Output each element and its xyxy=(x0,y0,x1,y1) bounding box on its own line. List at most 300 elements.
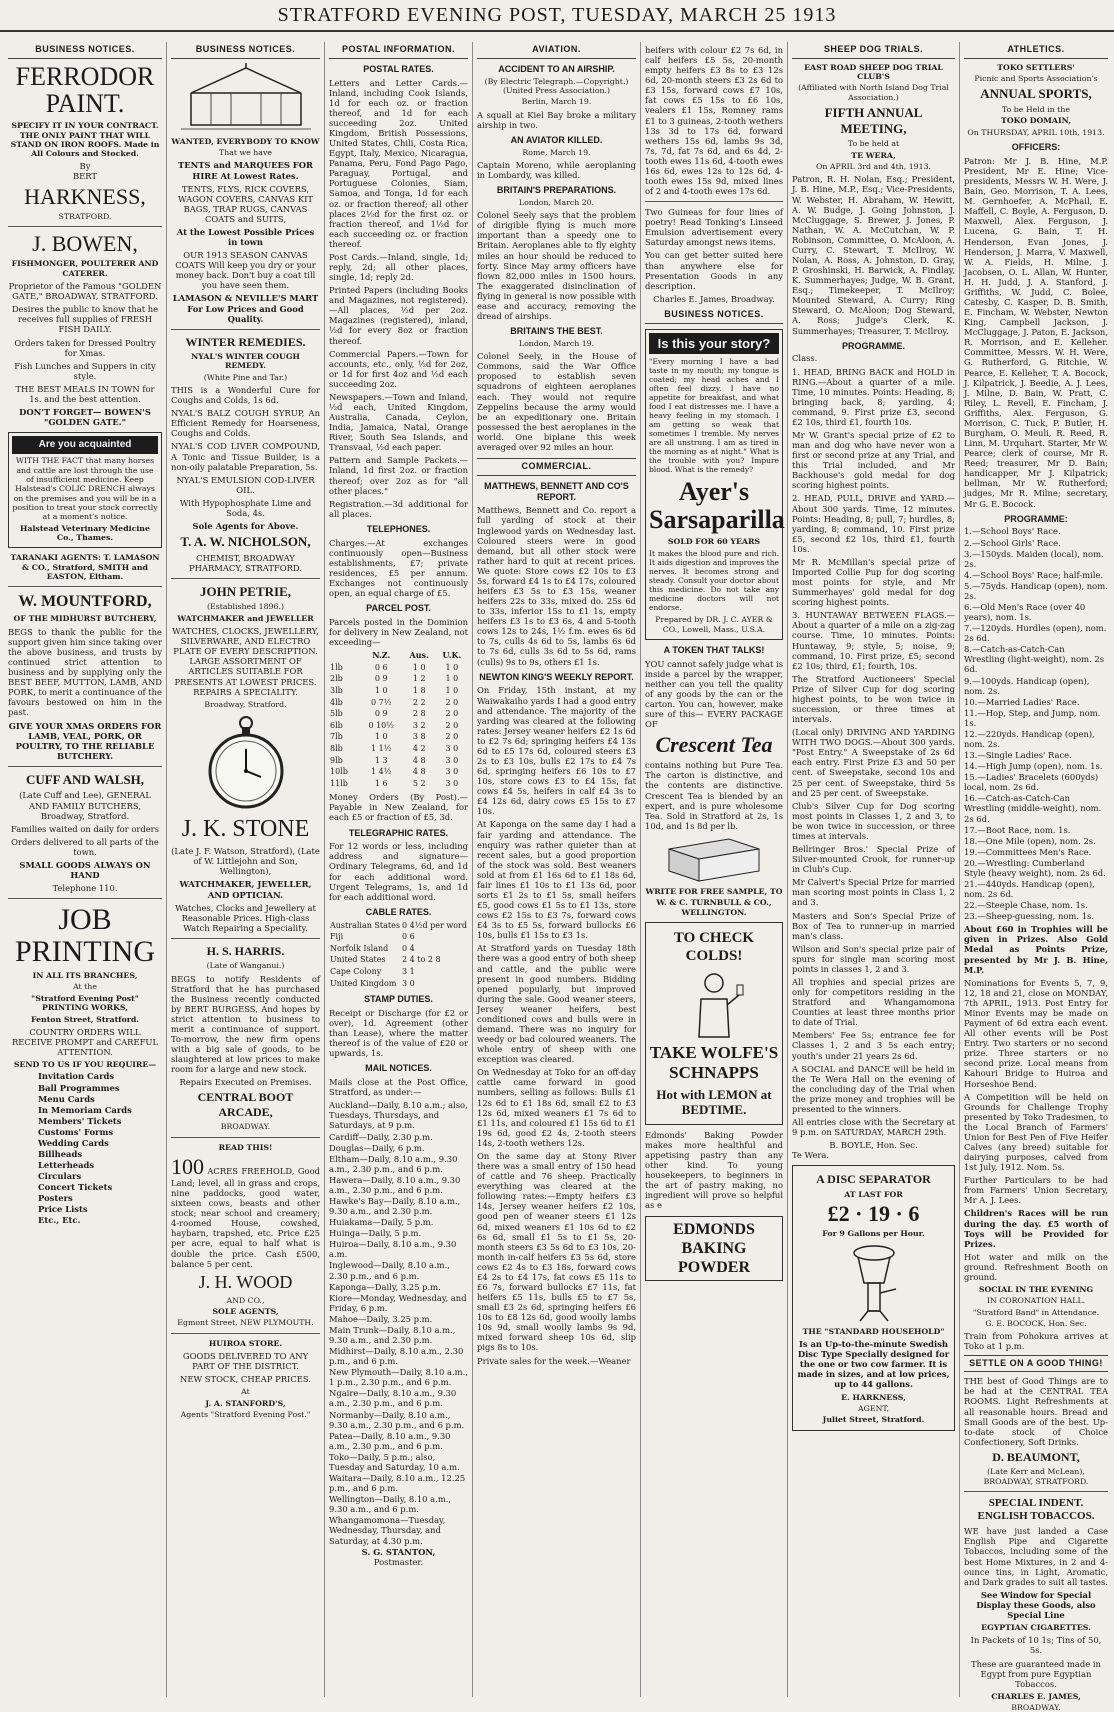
turnbull-name: W. & C. TURNBULL & CO., WELLINGTON. xyxy=(656,898,772,917)
table-row xyxy=(329,966,468,978)
table-cell: 3 0 xyxy=(445,743,459,753)
tents-title: TENTS and MARQUEES FOR HIRE At Lowest Rates. xyxy=(177,160,313,181)
date-text: On APRIL 3rd and 4th, 1913. xyxy=(815,162,932,172)
divider xyxy=(8,586,162,587)
edmonds-text: Edmonds' Baking Powder makes more healthful and appetising pastry than any other kind. To young housekeepers, to beginners in the art of pastry making, no ingredient will prove so helpful as e xyxy=(645,1129,783,1211)
tent-illustration xyxy=(181,63,311,133)
window-text: See Window for Special Display these Goods, also Special Line xyxy=(976,1589,1096,1620)
column-header: SHEEP DOG TRIALS. xyxy=(792,42,955,59)
table-cell: 3 1 xyxy=(401,966,415,976)
masters-text: Masters and Son's Special Prize of Box of Tea to runner-up in married man's class. xyxy=(792,910,955,941)
mail-item: Auckland—Daily, 8.10 a.m.; also, Tuesdays, Thursdays, and Saturdays, at 9 p.m. xyxy=(329,1100,468,1131)
post-cards-text: Post Cards.—Inland, single, 1d; reply, 2d; all other places, single, 1d; reply 2d. xyxy=(329,251,468,283)
story-text: "Every morning I have a bad taste in my mouth; my tongue is coated; my head aches and I often feel dizzy. I have no appetite for breakfast, and what food I eat distresses me. I have a heavy feeling in my stomach. I am getting so weak that sometimes I tremble. My nerves are all unstrung. I am as tired in the morning as at night." What is the trouble with you? Impure blood. What is the remedy? xyxy=(649,357,779,475)
table-cell: 3 0 xyxy=(401,978,415,988)
stanford-name: J. A. STANFORD'S, xyxy=(205,1398,286,1408)
silver-cup-text: Club's Silver Cup for Dog scoring most points in Classes 1, 2 and 3, to be won twice in succession, or three times at intervals. xyxy=(792,800,955,841)
table-cell: 5lb xyxy=(330,709,343,719)
bert-label: BERT xyxy=(72,170,97,181)
mcmillan-text: Mr R. McMillan's special prize of Imported Collie Pup for dog scoring most points for style, and Mr Summerhayes' gold medal for dog scoring highest points. xyxy=(792,556,955,608)
settle-title: SETTLE ON A GOOD THING! xyxy=(964,1355,1108,1373)
column-header: ATHLETICS. xyxy=(964,42,1108,59)
entries-text: All entries close with the Secretary at 9 p.m. on SATURDAY, MARCH 29th. xyxy=(792,1116,955,1138)
parcel-col-header: Aus. xyxy=(409,650,429,661)
accident-title: ACCIDENT TO AN AIRSHIP. xyxy=(498,63,615,74)
acres-number: 100 xyxy=(171,1153,204,1179)
gold-medal-text: About £60 in Trophies will be given in Prizes. Also Gold Medal as Points Prize, presented by Mr J. B. Hine, M.P. xyxy=(964,924,1108,975)
tents-list: TENTS, FLYS, RICK COVERS, WAGON COVERS, CANVAS KIT BAGS, TRAP RUGS, CANVAS COATS and SUITS, xyxy=(177,183,313,224)
table-cell: 4lb xyxy=(330,697,343,707)
write-sample: WRITE FOR FREE SAMPLE, TO xyxy=(645,886,783,896)
divider xyxy=(8,766,162,767)
train-text: Train from Pohokura arrives at Toko at 1 p.m. xyxy=(964,1331,1108,1352)
cuff-name: CUFF AND WALSH, xyxy=(25,771,145,787)
acres-text: ACRES FREEHOLD, Good Land; level, all in grass and crops, nine paddocks, good water, sixteen cows, beasts and other stock; near school and creamery; 4-roomed House, cowshed, haybarn, trapshed, etc. Price £25 per acre, equal to half what is double the price. Cash £500, balance 5 per cent. xyxy=(171,1165,320,1269)
acquainted-foot: Halstead Veterinary Medicine Co., Thames. xyxy=(20,523,150,542)
disc-title: A DISC SEPARATOR xyxy=(816,1172,931,1187)
last-label: AT LAST FOR xyxy=(844,1189,903,1199)
table-row xyxy=(329,943,468,955)
column-header: AVIATION. xyxy=(477,42,636,59)
held-label: To be held at xyxy=(847,139,900,149)
column-postal-information xyxy=(324,42,472,1697)
driving-text: (Local only) DRIVING AND YARDING WITH TWO DOGS.—About 300 yards. "Post Entry." A Sweepstake of 2s 6d each entry. First Prize £3 and 50 per cent. of Sweepstake, second 10s and 25 per cent. of Sweepstake, third 5s and 25 per cent. of Sweepstake. xyxy=(792,727,955,798)
hot-lemon: Hot with LEMON at BEDTIME. xyxy=(656,1086,772,1118)
grant-prize-text: Mr W. Grant's special prize of £2 to man and dog who have never won a first or second prize at any Trial, and this Trial included, and Mr Backhouse's gold medal for dog scoring highest points. xyxy=(792,429,955,491)
nyal-title: NYAL'S WINTER COUGH REMEDY. xyxy=(191,352,300,371)
job-items-list xyxy=(8,1071,162,1225)
table-cell: Cape Colony xyxy=(330,966,382,976)
nyal-balz: NYAL'S BALZ COUGH SYRUP, An Efficient Remedy for Hoarseness, Coughs and Colds. xyxy=(171,408,320,439)
crescent-tea: Crescent Tea xyxy=(655,732,773,758)
story-title: Is this your story? xyxy=(649,333,779,355)
divider xyxy=(8,898,162,899)
table-cell: 0 6 xyxy=(401,932,415,942)
mail-item: Kiore—Monday, Wednesday, and Friday, 6 p.m. xyxy=(329,1292,467,1313)
event-item: 17.—Boot Race, nom. 1s. xyxy=(964,824,1071,835)
annual-sports: ANNUAL SPORTS, xyxy=(980,86,1092,102)
stone-text: Watches, Clocks and Jewellery at Reasonable Prices. High-class Watch Repairing a Speciality. xyxy=(175,902,316,933)
token-title: A TOKEN THAT TALKS! xyxy=(663,644,765,655)
harkness-name: HARKNESS, xyxy=(24,183,146,209)
event-item: 13.—Single Ladies' Race. xyxy=(964,750,1072,761)
cuff-families: Families waited on daily for orders xyxy=(11,823,159,834)
guaranteed-text: These are guaranteed made in Egypt from pure Egyptian Tobaccos. xyxy=(971,1658,1101,1689)
date-text: On THURSDAY, APRIL 10th, 1913. xyxy=(967,127,1105,137)
job-street: Fenton Street, Stratford. xyxy=(30,1014,140,1024)
stamp-text: Receipt or Discharge (for £2 or over), 1d. Agreement (other than Lease), where the matter thereof is of the value of £20 or upwards, 1s. xyxy=(329,1007,468,1059)
nyal-text: THIS is a Wonderful Cure for Coughs and Colds, 1s 6d. xyxy=(171,385,320,406)
divider xyxy=(964,1491,1108,1492)
bowen-name: J. BOWEN, xyxy=(32,231,138,257)
table-cell: 0 9 xyxy=(374,709,388,719)
event-item: 12.—220yds. Handicap (open), nom. 2s. xyxy=(964,728,1095,749)
money-orders-text: Money Orders (By Post).—Payable in New Zealand, for each £5 or fraction of £5, 3d. xyxy=(329,792,468,823)
toko-sub: Picnic and Sports Association's xyxy=(974,74,1098,84)
mail-item: Cardiff—Daily, 2.30 p.m. xyxy=(329,1131,433,1142)
tents-season: OUR 1913 SEASON CANVAS COATS Will keep you dry or your money back. Don't buy a coat till you have seen them. xyxy=(175,250,316,291)
event-item: 11.—Hop, Step, and Jump, nom. 1s. xyxy=(964,707,1101,728)
mail-item: Mahoe—Daily, 3.25 p.m. xyxy=(329,1313,433,1324)
particulars-text: Further Particulars to be had from Farmers' Union Secretary, Mr A. J. Lees. xyxy=(964,1175,1108,1206)
parcel-text: Parcels posted in the Dominion for delivery in New Zealand, not exceeding— xyxy=(329,616,468,648)
events-list xyxy=(964,526,1108,921)
huiroa-title: HUIROA STORE. xyxy=(208,1338,283,1348)
competition-text: A Competition will be held on Grounds for Challenge Trophy presented by Toko Tradesmen, to the Local Branch of Farmers' Union for Best Pen of Five Heifer Calves (any breed) suitable for dairying purposes, calved from 1st July, 1912. Nom. 5s. xyxy=(964,1091,1108,1173)
table-row xyxy=(329,954,468,966)
ayers-title: Ayer's Sarsaparilla xyxy=(649,477,785,534)
table-cell: 2 0 xyxy=(445,697,459,707)
take-schnapps: TAKE WOLFE'S SCHNAPPS xyxy=(649,1042,779,1083)
james-addr: BROADWAY. xyxy=(1011,1703,1061,1712)
table-cell: 1 8 xyxy=(412,685,426,695)
telephones-title: TELEPHONES. xyxy=(366,523,431,534)
separator-ad xyxy=(792,1165,955,1430)
job-country: COUNTRY ORDERS WILL RECEIVE PROMPT and CAREFUL ATTENTION. xyxy=(11,1026,159,1057)
table-cell: 3 2 xyxy=(412,720,426,730)
hon-sec: G. E. BOCOCK, Hon. Sec. xyxy=(985,1319,1087,1329)
mail-item: Douglas—Daily, 6 p.m. xyxy=(329,1142,425,1153)
nominations-text: Nominations for Events 5, 7, 9, 12, 18 and 21, close on MONDAY, 7th APRIL, 1913. Post Entry for Minor Events may be made on Payment of 6d extra each event. All other events will be Post Entry. Two starters or no second prize. Three starters or no second prize. Local means from Kahouri Bridge to Huiroa and Horseshoe Bend. xyxy=(964,977,1108,1089)
bowen-more: Desires the public to know that he receives full supplies of FRESH FISH DAILY. xyxy=(11,304,159,335)
hall-text: IN CORONATION HALL. xyxy=(986,1296,1086,1306)
event-item: 22.—Steeple Chase, nom. 1s. xyxy=(964,900,1088,911)
accident-source: (By Electric Telegraph.—Copyright.) (United Press Association.) xyxy=(484,76,629,95)
beaumont-name: D. BEAUMONT, xyxy=(992,1449,1080,1464)
accident-place: Berlin, March 19. xyxy=(521,97,592,107)
lamason-mart: LAMASON & NEVILLE'S MART For Low Prices and Good Quality. xyxy=(172,293,319,324)
killed-title: AN AVIATOR KILLED. xyxy=(510,134,603,145)
table-cell: 0 4½d per word xyxy=(401,920,467,930)
cont-text: heifers with colour £2 7s 6d, in calf heifers £5 5s, 20-month empty heifers £3 8s to £3 12s 6d, 20-month steers £3 2s 6d to £3 15s, forward cows £7 10s, fat cows £5 15s to £6 10s, vealers £1 15s, Romney rams £1 to 3 guineas, 2-tooth wethers 13s 3d to 17s 6d, forward wethers 15s 6d, lambs 9s 3d, 7s, 7d, fat 7s 6d, and 6s 4d, 2-tooth ewes 11s 6d, 4-tooth ewes 16s 6d, ewes 12s to 12s 6d, 4-tooth ewes 15s 9d, mixed lines of 2 and 4-tooth ewes 17s 6d. xyxy=(645,45,783,197)
table-cell: 1 0 xyxy=(445,662,459,672)
table-cell: 0 6 xyxy=(374,662,388,672)
winter-title: WINTER REMEDIES. xyxy=(185,334,306,349)
table-row xyxy=(329,755,468,767)
job-item: Circulars xyxy=(38,1171,82,1182)
arcade-addr: BROADWAY. xyxy=(220,1122,271,1132)
social-text: A SOCIAL and DANCE will be held in the Te Wera Hall on the evening of the concluding day of the Trial when the prize money and trophies will be presented to the winners. xyxy=(792,1063,955,1114)
egyptian-title: EGYPTIAN CIGARETTES. xyxy=(981,1623,1091,1633)
newton-private: Private sales for the week.—Weaner xyxy=(477,1355,631,1366)
officers-text: Patron, R. H. Nolan, Esq.; President, J. B. Hine, M.P., Esq.; Vice-Presidents, W. Webster, H. Abraham, W. Hewitt, A. W. Budge, J. Going Johnston, J. McCluggage, S. Brewer, J. Jones, P. Nathan, W. A. McCutchan, W. P. Robinson, Committee, O. McAloon, A. Curry, C. Stewart, T. McIlroy, W. Nolan, A. Ross, A. Johnston, D. Gray, P. Groshinski, H. Barwick, A. Findlay, K. Summerhayes; Judge, W. B. Grant, Esq.; Timekeeper, T. McIlroy; Mounted Steward, A. Curry; Ring Steward, O. McAloon; Dog Steward, A. Ross; Judge's Clerk, K. Summerhayes; Treasurer, T. McIlroy. xyxy=(792,174,955,336)
table-row xyxy=(329,731,468,743)
event-item: 4.—School Boys' Race; half-mile. xyxy=(964,569,1104,580)
column-header: POSTAL INFORMATION. xyxy=(329,42,468,59)
class-label: Class. xyxy=(792,353,818,364)
head-pull-text: 2. HEAD, PULL, DRIVE and YARD.—About 300 yards. Time, 12 minutes. Points: Heading, 8; pull, 7; hurdles, 8; yarding, 8; command, 10. First prize £5, second £2 10s, third £1, fourth 10s. xyxy=(792,493,955,554)
agent-label: AGENT, xyxy=(858,1403,889,1413)
table-cell: 4 8 xyxy=(412,755,426,765)
divider xyxy=(171,938,320,939)
table-cell: 1 0 xyxy=(412,662,426,672)
table-cell: Norfolk Island xyxy=(330,943,389,953)
table-cell: United Kingdom xyxy=(330,978,397,988)
table-row xyxy=(329,697,468,709)
job-item: Ball Programmes xyxy=(38,1082,120,1093)
table-cell: 0 10½ xyxy=(368,720,395,730)
acquainted-text: WITH THE FACT that many horses and cattle are lost through the use of insufficient medicine. Keep Halstead's COLIC DRENCH always on the premises and you will be in a position to treat your stock correctly at a moment's notice. xyxy=(12,456,158,522)
parcel-title: PARCEL POST. xyxy=(366,603,431,614)
stamp-title: STAMP DUTIES. xyxy=(364,994,433,1005)
wolfes-ad xyxy=(645,922,783,1125)
all-trophies-text: All trophies and special prizes are only for competitors residing in the Stratford and Whangamomona Counties at least three months prior to date of Trial. xyxy=(792,976,955,1028)
letters-text: Letters and Letter Cards.—Inland, including Cook Islands, 1d for each oz. or fraction thereof, and 1d for each succeeding 2oz. United Kingdom, British Possessions, United States, Chili, Costa Rica, Egypt, Italy, Mexico, Nicaragua, Panama, Peru, Fond Pago Pago, Paraguay, Portugal, and Portuguese Colonies, Siam, Samoa, and Tonga, 1d for each oz. or fraction thereof; all other places 2½d for the first oz. or fraction thereof, and 1½d for each succeeding oz. or fraction thereof. xyxy=(329,77,468,249)
column-header: BUSINESS NOTICES. xyxy=(171,42,320,59)
table-cell: 4 8 xyxy=(412,767,426,777)
newton-text-2: At Kaponga on the same day I had a fair yarding and attendance. The enquiry was rather quieter than at recent sales, but a good proportion of the stock was sold. Best weaners sold at from £1 16s 6d to £1 18s 6d, fair lines £1 10s to £1 13s 6d, poor sorts £1 2s to £1 5s, small heifers £5, good cows £1 5s to £1 13s, store cows £2 15s to £3 7s, forward cows £4 3s to £5 5s, forward bullocks £6 10s, bulls £1 15s to £3 1s. xyxy=(477,819,636,941)
masthead: STRATFORD EVENING POST, TUESDAY, MARCH 25 1913 xyxy=(0,0,1114,32)
meeting-title: FIFTH ANNUAL MEETING, xyxy=(824,105,923,136)
sole-agents: Sole Agents for Above. xyxy=(192,521,299,532)
table-cell: 2 0 xyxy=(445,709,459,719)
event-item: 21.—440yds. Handicap (open), nom. 2s 6d. xyxy=(964,879,1095,900)
column-business-notices-1 xyxy=(4,42,166,1697)
job-item: In Memoriam Cards xyxy=(38,1104,132,1115)
job-item: Wedding Cards xyxy=(38,1137,109,1148)
mountford-xmas: GIVE YOUR XMAS ORDERS FOR LAMB, VEAL, PORK, OR POULTRY, TO THE RELIABLE BUTCHERY. xyxy=(8,720,162,761)
settle-text: THE best of Good Things are to be had at the CENTRAL TEA ROOMS. Light Refreshments at all reasonable hours. Bread and Small Goods are of the best. Up-to-date stock of Choice Confectionery, Soft Drinks. xyxy=(964,1376,1108,1447)
ayers-maker: Prepared by DR. J. C. AYER & CO., Lowell, Mass., U.S.A. xyxy=(655,615,773,634)
job-item: Menu Cards xyxy=(38,1093,95,1104)
table-cell: 3 0 xyxy=(445,767,459,777)
divider xyxy=(171,578,320,579)
table-cell: 1 0 xyxy=(445,685,459,695)
cuff-goods: SMALL GOODS ALWAYS ON HAND xyxy=(19,859,151,880)
killed-text: Captain Moreno, while aeroplaning in Lombardy, was killed. xyxy=(477,159,636,180)
table-cell: 1 6 xyxy=(374,778,388,788)
table-cell: 3 0 xyxy=(445,755,459,765)
job-item: Billheads xyxy=(38,1148,83,1159)
edmonds-brand: EDMONDS BAKING POWDER xyxy=(645,1216,783,1282)
printed-text: Printed Papers (including Books and Magazines, not registered).—All places, ½d per 2oz. Magazines (registered), inland, ½d for every 8oz or fraction thereof. xyxy=(329,285,468,346)
best-place: London, March 19. xyxy=(518,338,595,348)
table-row xyxy=(329,978,468,990)
job-branches: IN ALL ITS BRANCHES, xyxy=(32,971,138,981)
table-row xyxy=(329,662,468,674)
job-office: "Stratford Evening Post" PRINTING WORKS, xyxy=(31,993,139,1013)
nicholson-name: T. A. W. NICHOLSON, xyxy=(180,534,311,550)
mail-item: Ngaire—Daily, 8.10 a.m., 9.30 a.m., 2.30 p.m., and 6 p.m. xyxy=(329,1388,457,1409)
special-text: WE have just landed a Case English Pipe and Cigarette Tobaccos, including some of the best Home Mixtures, in 2 and 4-ounce tins, in Light, Aromatic, and Dark grades to suit all tastes. xyxy=(964,1526,1108,1587)
cuff-sub: (Late Cuff and Lee), GENERAL AND FAMILY BUTCHERS, Broadway, Stratford. xyxy=(19,790,151,821)
column-aviation-commercial xyxy=(472,42,640,1697)
mail-item: Huiroa—Daily, 8.10 a.m., 9.30 a.m. xyxy=(329,1239,457,1260)
wood-agents: SOLE AGENTS, xyxy=(212,1306,279,1316)
place-name: TE WERA, xyxy=(851,150,896,160)
social-title: SOCIAL IN THE EVENING xyxy=(978,1284,1094,1294)
job-item: Posters xyxy=(38,1193,73,1204)
best-title: BRITAIN'S THE BEST. xyxy=(510,326,603,337)
job-send: SEND TO US IF YOU REQUIRE— xyxy=(13,1060,157,1070)
wood-co: AND CO., xyxy=(226,1295,265,1305)
table-cell: 1 0 xyxy=(374,685,388,695)
toko-title: TOKO SETTLERS' xyxy=(997,62,1075,72)
parcel-col-header: U.K. xyxy=(442,650,462,661)
table-cell: 1 0 xyxy=(374,732,388,742)
club-aff: (Affiliated with North Island Dog Trial Association.) xyxy=(798,83,949,102)
programme-title: PROGRAMME: xyxy=(1004,513,1068,524)
table-row xyxy=(329,743,468,755)
britain-text: Colonel Seely says that the problem of dirigible flying is much more important than a speedy one to Britain. Aeroplanes able to fly eighty miles an hour should be reduced to forty. Since May army officers have flown 82,000 miles in 1500 hours. The exaggerated disinclination of flying in general is now possible with ease and accuracy, removing the dread of airships. xyxy=(477,210,636,321)
newton-text: On Friday, 15th instant, at my Waiwakaiho yards I had a good entry and attendance. The majority of the yarding was cleared at the following rates: Jersey weaner heifers £2 1s 6d to £2 7s 6d; springing heifers £4 13s 6d to £5 17s 6d, coloured steers £3 2s to £3 10s, bulls £2 17s to £4 7s 6d, springing heifers £6 10s to £7 10s, store cows £3 to £4 15s, fat cows £4 5s, heifers in calf £4 3s to £4 12s 6d, dairy cows £5 15s to £7 10s. xyxy=(477,685,636,817)
harris-late: (Late of Wanganui.) xyxy=(206,961,285,971)
table-cell: 2lb xyxy=(330,674,343,684)
stanford-agent: Agents "Stratford Evening Post." xyxy=(180,1409,311,1419)
special-indent-title: SPECIAL INDENT. ENGLISH TOBACCOS. xyxy=(977,1496,1095,1523)
telegraphic-title: TELEGRAPHIC RATES. xyxy=(348,827,449,838)
parcel-rates-table xyxy=(329,650,468,789)
postmaster-signature: S. G. STANTON, xyxy=(361,1546,436,1557)
mail-item: Hawera—Daily, 8.10 a.m., 9.30 a.m., 2.30 p.m., and 6 p.m. xyxy=(329,1174,461,1195)
officers-title: OFFICERS: xyxy=(1011,142,1061,153)
guineas-text: Two Guineas for four lines of poetry! Read Tonking's Linseed Emulsion advertisement every Saturday amongst news items. xyxy=(645,207,783,248)
bowen-orders: Orders taken for Dressed Poultry for Xmas. xyxy=(14,337,156,358)
table-cell: 1lb xyxy=(330,662,343,672)
table-cell: 9lb xyxy=(330,755,343,765)
mail-item: Inglewood—Daily, 8.10 a.m., 2.30 p.m., and 6 p.m. xyxy=(329,1260,450,1281)
calvert-text: Mr Calvert's Special Prize for married man scoring most points in Class 1, 2 and 3. xyxy=(792,877,955,908)
ferrodor-title: FERRODOR PAINT. xyxy=(15,61,155,119)
event-item: 19.—Committees Men's Race. xyxy=(964,846,1092,857)
petrie-name: JOHN PETRIE, xyxy=(199,583,291,599)
tents-price: At the Lowest Possible Prices in town xyxy=(176,226,315,248)
mail-item: Hawke's Bay—Daily, 8.10 a.m., 9.30 a.m., and 2.30 p.m. xyxy=(329,1196,461,1217)
commercial-text: Commercial Papers.—Town for accounts, etc., only, ½d for 2oz, or 1d for first 4oz and ½d each succeeding 2oz. xyxy=(329,348,468,389)
mail-title: MAIL NOTICES. xyxy=(365,1063,432,1074)
table-cell: 2 8 xyxy=(412,709,426,719)
job-item: Concert Tickets xyxy=(38,1182,113,1193)
mail-list xyxy=(329,1100,468,1545)
nyal-emulsion: NYAL'S EMULSION COD-LIVER OIL. xyxy=(176,474,315,495)
event-item: 1.—School Boys' Race. xyxy=(964,526,1061,537)
mail-item: Kaponga—Daily, 3.25 p.m. xyxy=(329,1281,441,1292)
table-cell: Australian States xyxy=(330,920,400,930)
man-with-glass-icon xyxy=(679,969,749,1039)
mail-item: Whangamomona—Tuesday, Wednesday, Thursday, and Saturday, at 4.30 p.m. xyxy=(329,1515,446,1546)
job-item: Price Lists xyxy=(38,1204,88,1215)
divider xyxy=(645,201,783,202)
table-row xyxy=(329,720,468,732)
event-item: 15.—Ladies' Bracelets (600yds) local, nom. 2s 6d. xyxy=(964,772,1099,793)
table-cell: 2 4 to 2 8 xyxy=(401,955,441,965)
mail-text: Mails close at the Post Office, Stratford, as under:— xyxy=(329,1077,468,1098)
table-cell: United States xyxy=(330,955,386,965)
ayers-sold: SOLD FOR 60 YEARS xyxy=(667,536,761,546)
newton-title: NEWTON KING'S WEEKLY REPORT. xyxy=(479,671,634,682)
standard-title: THE "STANDARD HOUSEHOLD" xyxy=(802,1326,945,1336)
column-sheep-dog-trials xyxy=(787,42,959,1697)
gallons-text: For 9 Gallons per Hour. xyxy=(822,1229,925,1239)
harkness-town: STRATFORD. xyxy=(58,212,112,222)
postal-rates-title: POSTAL RATES. xyxy=(363,63,434,74)
divider xyxy=(171,1137,320,1138)
table-row xyxy=(329,931,468,943)
auctioneers-text: The Stratford Auctioneers' Special Prize of Silver Cup for dog scoring highest points, to be won twice in succession, or three times at intervals. xyxy=(792,673,955,725)
table-row xyxy=(329,920,468,932)
nyal-sub: (White Pine and Tar.) xyxy=(203,372,288,382)
newton-text-5: On the same day at Stony River there was a small entry of 150 head of cattle and 76 sheep. Practically everything was cleared at the following rates:—Empty heifers £3 14s, Jersey weaner heifers £2 10s, good pen of weaner steers £1 12s 6d, mixed weaners £1 10s 6d to £2 6s 6d, small £1 5s to £1 5s, 20-month steers £3 5s 6d to £3 10s, 20-month in-calf heifers £3 5s 6d, store cows £2 4s to £3 18s, forward cows £4 2s to £4 17s, fat cows £5 11s to £6 7s, forward bullocks £7 11s, fat heifers £5 11s, bulls £5 to £7 5s, small £3 2s 6d, springing heifers £6 10s to £8 12s 6d, good woolly lambs 10s 9d, small woolly lambs 9s 9d, mixed forward sheep 10s 6d, slip pigs 8s to 10s. xyxy=(477,1150,636,1353)
halstead-ad xyxy=(8,432,162,548)
job-at: At the xyxy=(73,982,97,992)
crescent-text: contains nothing but Pure Tea. The carton is distinctive, and the contents are distinctive. Crescent Tea is blended by an expert, and is pure wholesome Tea. Sold in Stratford at 2s, 1s 10d, and 1s 8d per lb. xyxy=(645,760,783,831)
mail-item: Eltham—Daily, 8.10 a.m., 9.30 a.m., 2.30 p.m., and 6 p.m. xyxy=(329,1153,458,1174)
event-item: 10.—Married Ladies' Race. xyxy=(964,696,1080,707)
taranaki-agents: TARANAKI AGENTS: T. LAMASON & CO., Stratford, SMITH and EASTON, Eltham. xyxy=(10,553,160,581)
cable-title: CABLE RATES. xyxy=(365,906,432,917)
petrie-est: (Established 1896.) xyxy=(207,602,284,612)
commercial-header: COMMERCIAL. xyxy=(477,458,636,476)
mail-item: Wellington—Daily, 8.10 a.m., 9.30 a.m., and 6 p.m. xyxy=(329,1494,452,1515)
table-cell: 3 0 xyxy=(445,778,459,788)
table-cell: 8lb xyxy=(330,743,343,753)
parcel-col-header: N.Z. xyxy=(372,650,391,661)
agent-street: Juliet Street, Stratford. xyxy=(822,1415,925,1425)
guineas-more: You can get better suited here than anywhere else for Presentation Goods in any description. xyxy=(645,250,783,291)
separator-machine-icon xyxy=(844,1243,904,1323)
table-cell: 5 2 xyxy=(412,778,426,788)
table-cell: 10lb xyxy=(330,767,348,777)
table-cell: 1 2 xyxy=(412,674,426,684)
event-item: 5.—75yds. Handicap (open), nom. 2s. xyxy=(964,580,1108,601)
column-business-notices-2 xyxy=(166,42,324,1697)
stone-name: J. K. STONE xyxy=(181,816,310,843)
wood-name: J. H. WOOD xyxy=(198,1271,293,1292)
wanted-text: WANTED, EVERYBODY TO KNOW xyxy=(171,136,320,146)
childrens-text: Children's Races will be run during the day. £5 worth of Toys will be Provided for Prizes. xyxy=(964,1208,1108,1249)
bowen-trade: FISHMONGER, POULTERER AND CATERER. xyxy=(11,259,159,278)
newspapers-text: Newspapers.—Town and Inland, ½d each, United Kingdom, Australia, Canada, Ceylon, India, Jamaica, Natal, Orange River, South Sea Islands, and Transvaal, ½d each paper. xyxy=(329,391,468,453)
petrie-addr: Broadway, Stratford. xyxy=(204,699,287,709)
ayers-ad xyxy=(645,329,783,640)
bowen-forget: DON'T FORGET— BOWEN'S "GOLDEN GATE." xyxy=(19,407,151,428)
mail-item: Huiakama—Daily, 5 p.m. xyxy=(329,1217,434,1228)
bowen-meals: THE BEST MEALS IN TOWN for 1s. and the best attention. xyxy=(15,383,155,404)
event-item: 18.—One Mile (open), nom. 2s. xyxy=(964,835,1096,846)
mountford-text: BEGS to thank the public for the support given him since taking over the above business, and trusts by continued strict attention to business and by supplying only the BEST BEEF, MUTTON, LAMB, AND PORK, to merit a continuance of the favours bestowed on him in the past. xyxy=(8,626,162,718)
event-item: 23.—Sheep-guessing, nom. 1s. xyxy=(964,911,1094,922)
table-cell: 1 4½ xyxy=(370,767,392,777)
fees-text: Members' Fee 5s; entrance fee for Classes 1, 2 and 3 5s each entry; youth's under 21 years 2s 6d. xyxy=(792,1030,955,1061)
table-cell: 0 7½ xyxy=(370,697,392,707)
head-bring-text: 1. HEAD, BRING BACK and HOLD in RING.—About a quarter of a mile. Time, 10 minutes. Points: Heading, 8; bringing back, 8; yarding, 4; command, 9. First prize £3, second £2 10s, third £1, fourth 10s. xyxy=(792,366,955,427)
secretary-sign: B. BOYLE, Hon. Sec. xyxy=(829,1140,918,1151)
event-item: 16.—Catch-as-Catch-Can Wrestling (middle-weight), nom. 2s 6d. xyxy=(964,793,1102,824)
pattern-text: Pattern and Sample Packets.—Inland, 1d first 2oz. or fraction thereof; over 2oz as for "all other places." xyxy=(329,455,468,496)
table-cell: 4 2 xyxy=(412,743,426,753)
matthews-title: MATTHEWS, BENNETT AND CO'S REPORT. xyxy=(484,480,629,502)
packets-text: In Packets of 10 1s; Tins of 50, 5s. xyxy=(970,1635,1102,1656)
table-cell: 3lb xyxy=(330,685,343,695)
stone-late: (Late J. F. Watson, Stratford), (Late of W. Littlejohn and Son, Wellington), xyxy=(171,846,320,877)
table-row xyxy=(329,708,468,720)
mail-item: Toko—Daily, 5 p.m.; also, Tuesday and Saturday, 10 a.m. xyxy=(329,1451,460,1472)
britain-title: BRITAIN'S PREPARATIONS. xyxy=(496,185,617,196)
job-printing-title: JOB PRINTING xyxy=(15,903,155,968)
table-row xyxy=(329,685,468,697)
mail-item: Patea—Daily, 8.10 a.m., 9.30 a.m., 2.30 p.m., and 6 p.m. xyxy=(329,1430,451,1451)
job-item: Etc., Etc. xyxy=(38,1215,81,1226)
arcade-name: CENTRAL BOOT ARCADE, xyxy=(197,1090,294,1119)
job-item: Members' Tickets xyxy=(38,1115,122,1126)
divider xyxy=(171,329,320,330)
beaumont-sub: (Late Kerr and McLean), BROADWAY, STRATFORD. xyxy=(983,1467,1089,1486)
table-cell: 1 1½ xyxy=(370,743,392,753)
harkness-agent-name: E. HARKNESS, xyxy=(841,1392,906,1402)
registration-text: Registration.—3d additional for all places. xyxy=(329,498,468,519)
tea-packet-icon xyxy=(659,835,769,883)
domain-name: TOKO DOMAIN, xyxy=(1001,116,1071,126)
